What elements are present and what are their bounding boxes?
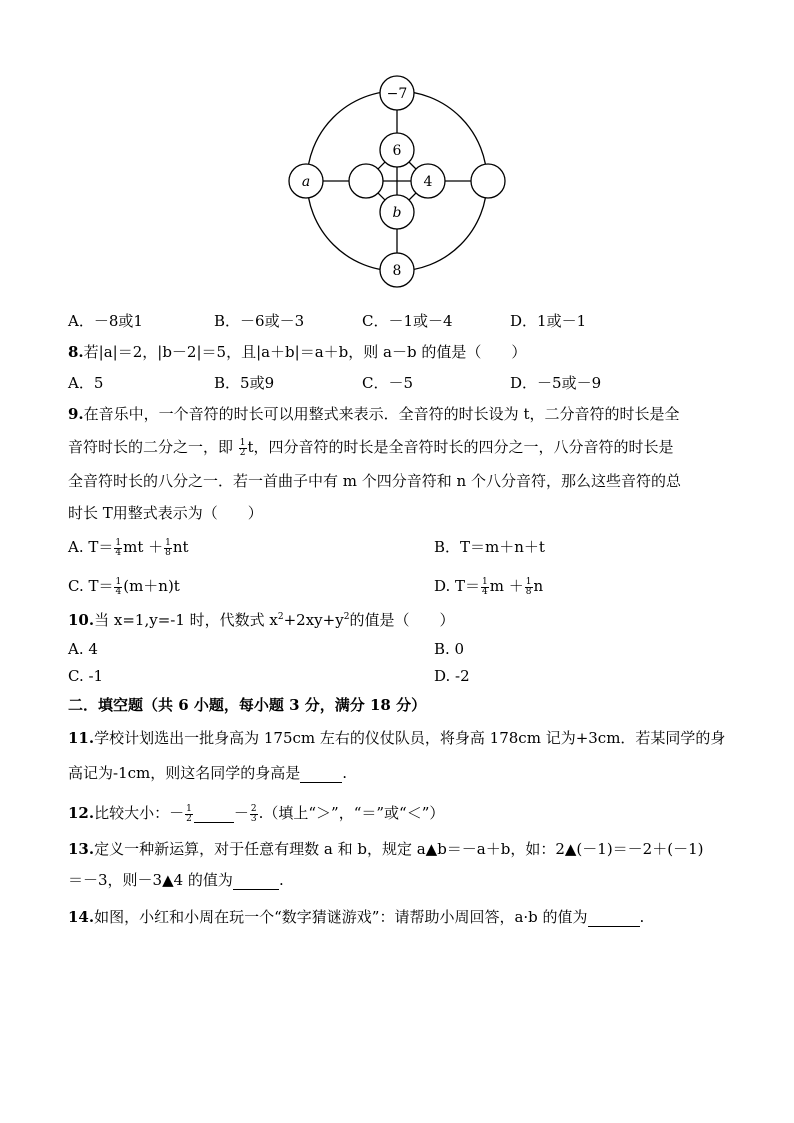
- q12-f1n: 1: [186, 803, 192, 814]
- q12-number: 12.: [68, 804, 95, 822]
- label-bottom: 8: [392, 263, 402, 279]
- q8-question: [68, 341, 526, 362]
- q9-a-f1n: 1: [115, 537, 122, 548]
- q9-line-1: [68, 403, 679, 424]
- q9-option-d: [434, 575, 543, 597]
- q9-a-post: nt: [172, 538, 189, 556]
- q8-number: 8.: [68, 343, 84, 361]
- q11-line-2-text: 高记为-1cm，则这名同学的身高是: [68, 764, 301, 782]
- q9-line-3: 全音符时长的八分之一．若一首曲子中有 m 个四分音符和 n 个八分音符，那么这些音符的总: [68, 472, 681, 490]
- q12-answer-blank[interactable]: [194, 804, 234, 823]
- q10-number: 10.: [68, 611, 95, 629]
- q9-line-1-text: 在音乐中，一个音符的时长可以用整式来表示．全音符的时长设为 t，二分音符的时长是全: [83, 405, 680, 423]
- q14-question: [68, 906, 644, 927]
- q12-text-a: 比较大小：－: [94, 804, 185, 822]
- q9-d-frac-2: [525, 578, 533, 597]
- q8-option-d: D．－5或－9: [510, 374, 602, 392]
- q10-sup-2: 2: [343, 612, 350, 622]
- q9-d-mid: m ＋: [489, 577, 524, 595]
- q9-d-pre: D. T＝: [434, 577, 481, 595]
- q13-line-2: [68, 869, 284, 890]
- q9-d-f2d: 8: [525, 586, 532, 597]
- q8-option-a: A．5: [68, 374, 104, 392]
- q9-d-post: n: [533, 577, 544, 595]
- q13-number: 13.: [68, 840, 95, 858]
- q7-option-c: C．－1或－4: [362, 312, 453, 330]
- q8-option-b: B．5或9: [214, 374, 275, 392]
- q12-f2d: 3: [250, 813, 257, 824]
- q9-a-f1d: 4: [115, 547, 122, 558]
- q9-a-f2n: 1: [165, 537, 171, 548]
- q10-option-b: B. 0: [434, 640, 465, 658]
- q9-d-f1n: 1: [482, 576, 488, 587]
- q9-a-f2d: 8: [165, 547, 171, 558]
- q9-line-2b: t，四分音符的时长是全音符时长的四分之一，八分音符的时长是: [247, 438, 674, 456]
- q9-half-fraction: [239, 439, 247, 458]
- q9-c-pre: C. T＝: [68, 577, 114, 595]
- q10-text-c: 的值是（ ）: [349, 611, 455, 629]
- q9-frac-den: 2: [239, 447, 246, 458]
- label-right-center: 4: [423, 174, 433, 190]
- section-2-heading: 二．填空题（共 6 小题，每小题 3 分，满分 18 分）: [68, 696, 427, 714]
- q13-line-1: [68, 838, 703, 859]
- q11-line-2: [68, 762, 347, 783]
- q9-option-c: [68, 575, 180, 597]
- q9-a-frac-1: [114, 539, 122, 558]
- q11-period: .: [342, 764, 348, 782]
- q12-f1d: 2: [186, 813, 192, 824]
- q10-question: [68, 609, 454, 630]
- q14-period: .: [639, 908, 645, 926]
- q7-option-b: B．－6或－3: [214, 312, 305, 330]
- q13-line-2-text: ＝－3，则－3▲4 的值为: [68, 871, 233, 889]
- q9-line-2a: 音符时长的二分之一，即: [68, 438, 234, 456]
- label-lower-center: b: [392, 205, 402, 221]
- q8-text: 若|a|＝2，|b－2|＝5，且|a＋b|＝a＋b，则 a－b 的值是（ ）: [83, 343, 527, 361]
- q9-d-frac-1: [481, 578, 489, 597]
- q9-line-2: [68, 436, 674, 458]
- node-right: [471, 164, 505, 198]
- q10-option-a: A. 4: [68, 640, 98, 658]
- q9-a-frac-2: [164, 539, 172, 558]
- q10-sup-1: 2: [277, 612, 284, 622]
- q9-c-post: (m＋n)t: [123, 577, 180, 595]
- q12-f2n: 2: [250, 803, 257, 814]
- q12-frac-2: [250, 805, 258, 824]
- q9-c-fn: 1: [115, 576, 122, 587]
- q12-mid: －: [233, 804, 249, 822]
- q9-option-a: [68, 536, 189, 558]
- q12-text-b: .（填上“＞”，“＝”或“＜”）: [258, 804, 445, 822]
- q14-text: 如图，小红和小周在玩一个“数字猜谜游戏”：请帮助小周回答，a·b 的值为: [94, 908, 588, 926]
- q9-line-4: 时长 T用整式表示为（ ）: [68, 504, 263, 522]
- number-circle-diagram: [284, 70, 514, 292]
- q11-number: 11.: [68, 729, 95, 747]
- q9-a-pre: A. T＝: [68, 538, 114, 556]
- q12-frac-1: [185, 805, 193, 824]
- q9-c-frac: [114, 578, 122, 597]
- q10-option-c: C. -1: [68, 667, 104, 685]
- q10-text-b: +2xy+y: [283, 611, 344, 629]
- q9-frac-num: 1: [239, 437, 246, 448]
- q7-option-a: A．－8或1: [68, 312, 143, 330]
- node-inner-left: [349, 164, 383, 198]
- q9-d-f2n: 1: [525, 576, 532, 587]
- q8-option-c: C．－5: [362, 374, 414, 392]
- q13-period: .: [278, 871, 284, 889]
- q14-answer-blank[interactable]: [588, 908, 640, 927]
- q7-option-d: D．1或－1: [510, 312, 587, 330]
- q9-number: 9.: [68, 405, 84, 423]
- q9-d-f1d: 4: [482, 586, 488, 597]
- q9-a-mid: mt ＋: [123, 538, 164, 556]
- q10-option-d: D. -2: [434, 667, 470, 685]
- q13-line-1-text: 定义一种新运算，对于任意有理数 a 和 b，规定 a▲b＝－a＋b，如：2▲(－1)＝－2＋(－1): [94, 840, 704, 858]
- q14-number: 14.: [68, 908, 95, 926]
- label-upper-center: 6: [392, 143, 402, 159]
- q11-answer-blank[interactable]: [300, 764, 342, 783]
- label-left: a: [301, 174, 311, 190]
- q13-answer-blank[interactable]: [233, 871, 279, 890]
- q10-text-a: 当 x=1,y=-1 时，代数式 x: [94, 611, 278, 629]
- q9-c-fd: 4: [115, 586, 122, 597]
- q11-line-1-text: 学校计划选出一批身高为 175cm 左右的仪仗队员，将身高 178cm 记为+3cm．若某同学的身: [94, 729, 726, 747]
- q11-line-1: [68, 727, 725, 748]
- label-top: −7: [386, 86, 408, 102]
- q9-option-b: B．T＝m＋n＋t: [434, 538, 545, 556]
- q12-question: [68, 802, 444, 824]
